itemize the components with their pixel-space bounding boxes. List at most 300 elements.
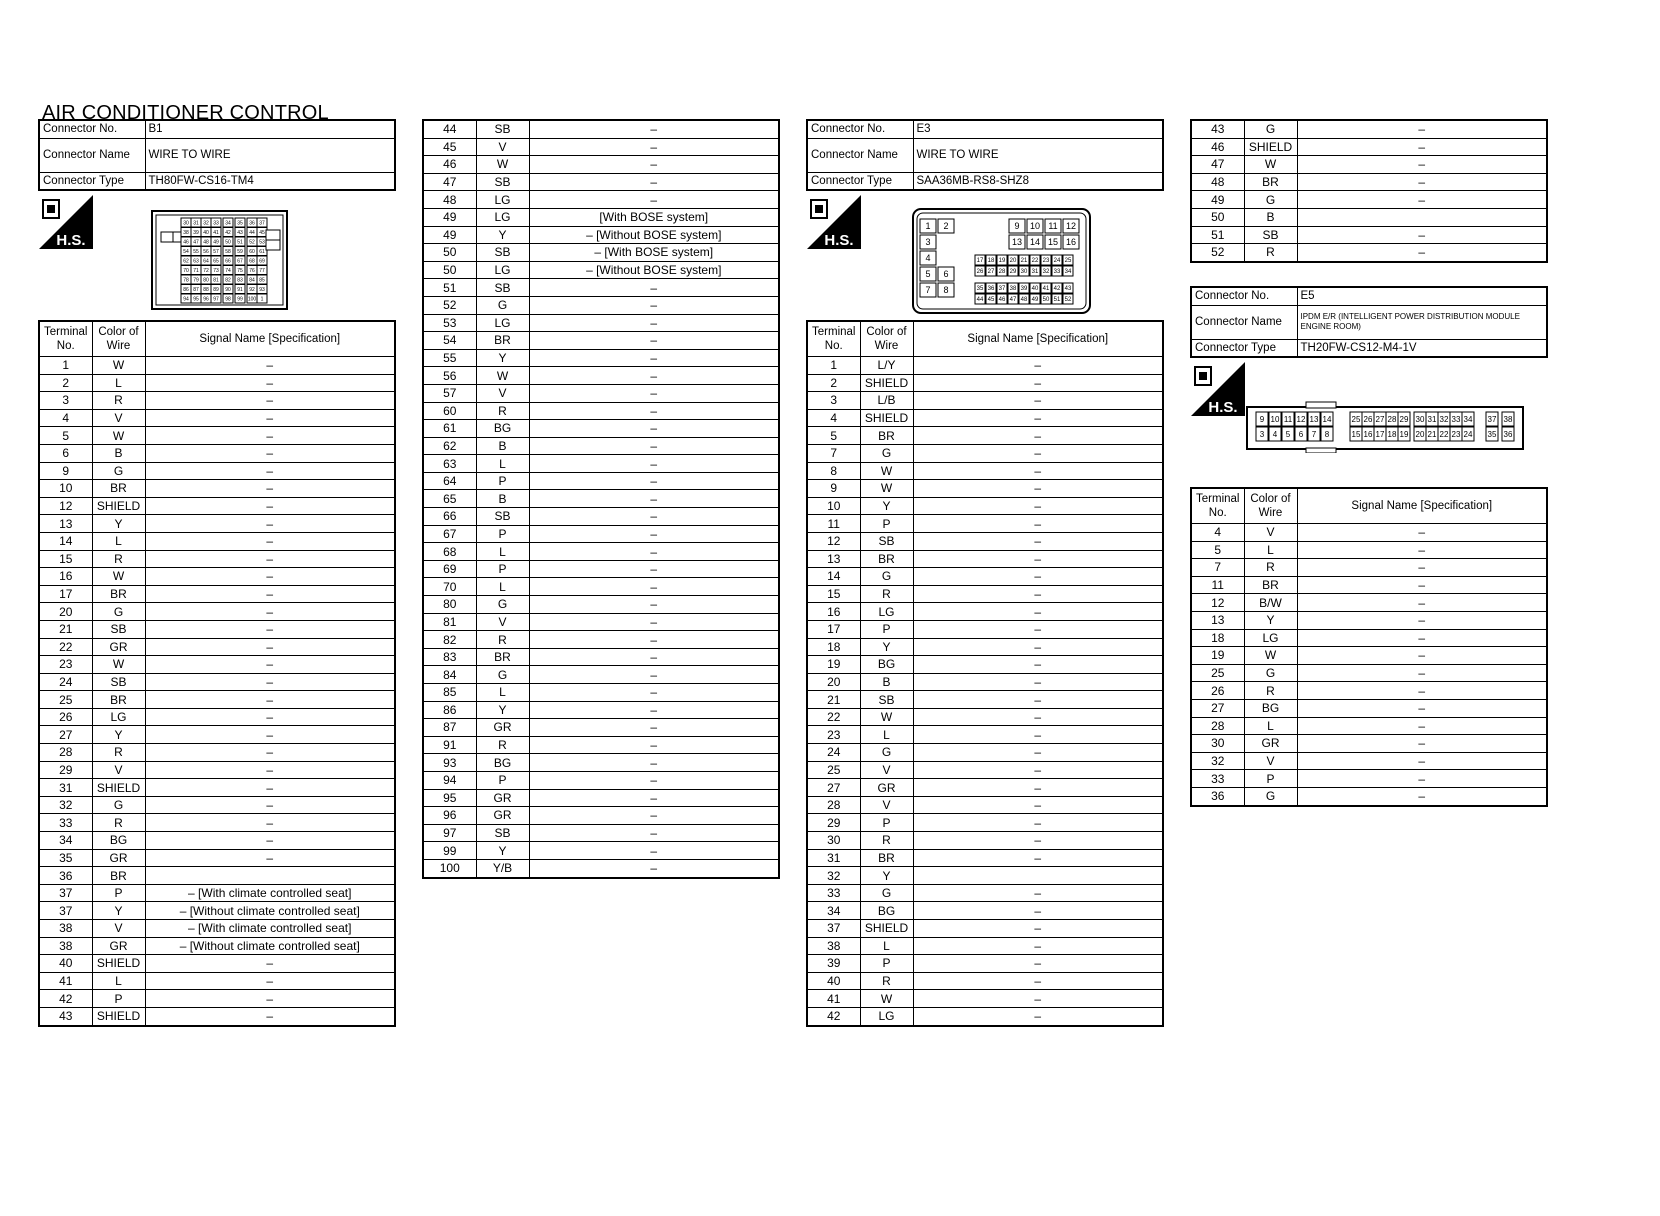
connector-pin-label: 80 [203,277,209,284]
signal-cell: – [1297,735,1547,753]
terminal-cell: 12 [39,497,92,515]
table-row [39,357,395,375]
table-row [807,884,1163,902]
connector-pin-label: 35 [237,220,243,227]
table-row [39,849,395,867]
signal-cell: – [529,719,779,737]
table-row [423,648,779,666]
connector-pin-label: 24 [1463,429,1473,439]
connector-pin-label: 38 [1009,286,1017,293]
signal-cell: – [145,427,395,445]
terminal-table-b1-cont [422,119,780,879]
terminal-cell: 50 [423,244,476,262]
signal-cell: – [145,744,395,762]
terminal-cell: 80 [423,596,476,614]
terminal-cell: 25 [1191,664,1244,682]
table-row [807,357,1163,375]
color-cell: G [860,884,913,902]
terminal-cell: 14 [39,532,92,550]
connector-pin-label: 41 [213,229,219,236]
connector-pin-label: 8 [943,285,949,296]
terminal-cell: 2 [807,374,860,392]
terminal-cell: 68 [423,543,476,561]
connector-pin-label: 52 [249,239,255,246]
terminal-cell: 97 [423,824,476,842]
connector-pin-label: 90 [225,286,231,293]
table-row [423,314,779,332]
color-cell: P [860,620,913,638]
terminal-cell: 5 [807,427,860,445]
table-row [39,620,395,638]
connector-pin-label: 2 [943,221,949,232]
color-cell: BR [860,550,913,568]
connector-pin-label: 73 [213,267,219,274]
table-row [39,796,395,814]
color-cell: G [476,666,529,684]
table-row [39,884,395,902]
color-cell: SHIELD [92,955,145,973]
connector-pin-label: 24 [1053,258,1061,265]
signal-cell: – [913,937,1163,955]
table-row [39,480,395,498]
signal-cell: – [529,771,779,789]
color-cell: LG [476,208,529,226]
signal-cell: – [529,578,779,596]
signal-cell: – [913,779,1163,797]
connector-pin-label: 50 [1042,297,1050,304]
color-cell: R [92,814,145,832]
terminal-cell: 51 [423,279,476,297]
color-cell: P [1244,770,1297,788]
table-row [39,726,395,744]
connector-pin-label: 26 [1363,414,1373,424]
signal-cell: – [1297,594,1547,612]
connector-pin-label: 89 [213,286,219,293]
signal-cell: – [913,409,1163,427]
table-row [39,744,395,762]
color-cell: L [860,937,913,955]
signal-cell: – [145,673,395,691]
table-row [807,638,1163,656]
terminal-cell: 22 [807,708,860,726]
signal-cell: – [1297,717,1547,735]
signal-cell: – [Without climate controlled seat] [145,902,395,920]
connector-pin-label: 11 [1048,221,1058,232]
table-row [423,261,779,279]
signal-cell: – [With BOSE system] [529,244,779,262]
color-cell: GR [1244,735,1297,753]
table-row [423,824,779,842]
color-cell: L [1244,717,1297,735]
connector-info-b1 [38,119,396,191]
connector-pin-label: 7 [1311,429,1317,439]
terminal-cell: 41 [39,972,92,990]
color-cell: G [92,603,145,621]
terminal-cell: 91 [423,736,476,754]
signal-cell: – [913,515,1163,533]
connector-pin-label: 18 [1387,429,1397,439]
terminal-cell: 64 [423,472,476,490]
connector-pin-label: 56 [203,248,209,255]
terminal-cell: 40 [807,972,860,990]
table-row [423,771,779,789]
table-row [39,444,395,462]
connector-pin-label: 5 [925,269,931,280]
connector-pin-label: 74 [225,267,231,274]
color-cell: SHIELD [860,920,913,938]
table-row [1191,594,1547,612]
color-cell: GR [860,779,913,797]
connector-pin-label: 53 [259,239,265,246]
terminal-cell: 24 [807,744,860,762]
connector-pin-label: 14 [1029,237,1041,248]
connector-name: WIRE TO WIRE [145,138,395,172]
terminal-cell: 31 [807,849,860,867]
color-cell: R [1244,682,1297,700]
color-cell: B [476,437,529,455]
terminal-cell: 4 [807,409,860,427]
table-row [1191,576,1547,594]
table-row [423,684,779,702]
connector-pin-label: 23 [1451,429,1461,439]
signal-cell: – [913,480,1163,498]
table-row [423,279,779,297]
page-title: AIR CONDITIONER CONTROL [42,102,329,124]
connector-pin-label: 19 [998,258,1006,265]
color-cell: G [1244,664,1297,682]
color-cell: BG [860,902,913,920]
hs-icon-e3 [807,195,861,249]
terminal-cell: 23 [807,726,860,744]
signal-cell: – [1297,770,1547,788]
terminal-cell: 87 [423,719,476,737]
terminal-cell: 61 [423,420,476,438]
signal-cell: – [145,462,395,480]
terminal-cell: 53 [423,314,476,332]
color-cell: B [860,673,913,691]
header-signal: Signal Name [Specification] [1297,488,1547,524]
connector-pin-label: 28 [1387,414,1397,424]
terminal-cell: 13 [807,550,860,568]
color-cell: Y [92,726,145,744]
connector-pin-label: 3 [1259,429,1265,439]
color-cell: BR [92,867,145,885]
connector-name: IPDM E/R (INTELLIGENT POWER DISTRIBUTION MODULE ENGINE ROOM) [1297,305,1547,339]
table-row [423,754,779,772]
connector-pin-label: 100 [247,296,257,303]
connector-pin-label: 94 [183,296,189,303]
connector-pin-label: 9 [1259,414,1265,424]
connector-pin-label: 32 [1042,269,1050,276]
terminal-table-b1 [38,320,396,1027]
table-row [39,409,395,427]
connector-pin-label: 50 [225,239,231,246]
color-cell: SB [860,691,913,709]
connector-pin-label: 20 [1415,429,1425,439]
color-cell: V [1244,752,1297,770]
color-cell: G [860,444,913,462]
connector-pin-label: 37 [1487,414,1497,424]
connector-pin-label: 32 [203,220,209,227]
connector-pin-label: 43 [1064,286,1072,293]
color-cell: SB [476,120,529,138]
terminal-cell: 38 [39,937,92,955]
connector-pin-label: 92 [249,286,255,293]
connector-pin-label: 11 [1283,414,1293,424]
color-cell: Y [476,842,529,860]
signal-cell: – [529,437,779,455]
connector-pin-label: 34 [1064,269,1072,276]
connector-pin [266,240,280,250]
signal-cell: – [145,656,395,674]
terminal-cell: 82 [423,631,476,649]
color-cell: LG [860,603,913,621]
terminal-cell: 26 [39,708,92,726]
connector-pin-label: 7 [925,285,931,296]
terminal-cell: 38 [39,920,92,938]
table-row [1191,664,1547,682]
connector-pin-label: 62 [183,258,189,265]
connector-no: B1 [145,120,395,138]
signal-cell: – [1297,611,1547,629]
connector-pin-label: 34 [225,220,231,227]
signal-cell: – [529,508,779,526]
terminal-cell: 26 [1191,682,1244,700]
table-row [423,807,779,825]
connector-type: TH80FW-CS16-TM4 [145,172,395,190]
table-row [39,779,395,797]
terminal-cell: 85 [423,684,476,702]
connector-pin-label: 40 [1031,286,1039,293]
signal-cell: – [913,902,1163,920]
connector-pin-label: 16 [1363,429,1373,439]
color-cell: R [860,972,913,990]
terminal-cell: 23 [39,656,92,674]
signal-cell: – [1297,682,1547,700]
color-cell: R [92,392,145,410]
terminal-cell: 66 [423,508,476,526]
table-row [39,867,395,885]
terminal-cell: 81 [423,613,476,631]
terminal-cell: 50 [423,261,476,279]
table-row [39,814,395,832]
signal-cell: – [1297,156,1547,174]
color-cell: B [92,444,145,462]
color-cell: GR [92,849,145,867]
color-cell: G [476,596,529,614]
terminal-cell: 17 [807,620,860,638]
connector-no: E3 [913,120,1163,138]
signal-cell: – [1297,664,1547,682]
label-connector-no: Connector No. [39,120,145,138]
connector-pin-label: 23 [1042,258,1050,265]
signal-cell: – [529,543,779,561]
table-row [1191,735,1547,753]
connector-pin-label: 47 [1009,297,1017,304]
color-cell: BR [1244,576,1297,594]
table-row [39,990,395,1008]
terminal-cell: 46 [1191,138,1244,156]
signal-cell: – [529,156,779,174]
color-cell: L [476,455,529,473]
color-cell: L [92,972,145,990]
signal-cell: – [529,420,779,438]
table-row [423,332,779,350]
label-connector-name: Connector Name [1191,305,1297,339]
color-cell: LG [476,261,529,279]
signal-cell: – [529,859,779,877]
signal-cell [913,867,1163,885]
label-connector-type: Connector Type [39,172,145,190]
color-cell: BG [476,420,529,438]
signal-cell: – [529,296,779,314]
signal-cell: – [529,824,779,842]
color-cell: Y [1244,611,1297,629]
terminal-cell: 50 [1191,208,1244,226]
color-cell: BR [860,427,913,445]
connector-pin-label: 87 [193,286,199,293]
terminal-cell: 32 [807,867,860,885]
signal-cell: – [1297,541,1547,559]
table-row [1191,699,1547,717]
connector-pin-label: 55 [193,248,199,255]
header-signal: Signal Name [Specification] [145,321,395,357]
terminal-cell: 4 [1191,524,1244,542]
table-row [423,402,779,420]
table-row [423,472,779,490]
terminal-cell: 38 [807,937,860,955]
signal-cell: – [913,603,1163,621]
signal-cell: – [1297,647,1547,665]
table-row [1191,120,1547,138]
connector-pin-label: 35 [1487,429,1497,439]
connector-pin-label: 81 [213,277,219,284]
table-row [1191,611,1547,629]
color-cell: L [1244,541,1297,559]
table-row [1191,173,1547,191]
table-row [423,173,779,191]
signal-cell: – [529,367,779,385]
connector-pin-label: 58 [225,248,231,255]
terminal-cell: 20 [39,603,92,621]
table-row [423,543,779,561]
table-row [39,920,395,938]
table-row [807,568,1163,586]
terminal-cell: 13 [1191,611,1244,629]
table-row [423,490,779,508]
table-row [423,226,779,244]
terminal-cell: 28 [807,796,860,814]
signal-cell: – [145,409,395,427]
table-row [423,789,779,807]
table-row [1191,752,1547,770]
color-cell: BR [92,480,145,498]
connector-pin-label: 25 [1064,258,1072,265]
signal-cell: – [529,842,779,860]
connector-no: E5 [1297,287,1547,305]
color-cell: V [860,796,913,814]
terminal-cell: 100 [423,859,476,877]
terminal-cell: 44 [423,120,476,138]
signal-cell: – [529,490,779,508]
table-header [39,321,395,357]
connector-pin-label: 46 [998,297,1006,304]
connector-pin-label: 51 [1053,297,1061,304]
terminal-cell: 69 [423,560,476,578]
table-row [39,902,395,920]
connector-pin-label: 30 [183,220,189,227]
signal-cell: – [529,736,779,754]
color-cell: L [476,578,529,596]
table-row [807,779,1163,797]
terminal-cell: 84 [423,666,476,684]
table-row [423,701,779,719]
table-row [39,691,395,709]
table-row [1191,787,1547,805]
signal-cell: – [913,427,1163,445]
connector-pin-label: 91 [237,286,243,293]
color-cell: BG [92,832,145,850]
color-cell: SHIELD [92,497,145,515]
terminal-cell: 11 [1191,576,1244,594]
terminal-cell: 21 [807,691,860,709]
color-cell: SB [92,620,145,638]
connector-pin-label: 83 [237,277,243,284]
terminal-cell: 5 [39,427,92,445]
table-row [39,392,395,410]
connector-pin-label: 45 [987,297,995,304]
table-row [807,550,1163,568]
signal-cell: – [1297,787,1547,805]
terminal-cell: 48 [423,191,476,209]
connector-pin-label: 27 [987,269,995,276]
table-row [807,462,1163,480]
terminal-cell: 86 [423,701,476,719]
color-cell: L [860,726,913,744]
signal-cell [145,867,395,885]
table-row [807,902,1163,920]
connector-pin-label: 72 [203,267,209,274]
table-row [1191,138,1547,156]
connector-pin-label: 6 [1298,429,1304,439]
terminal-cell: 39 [807,955,860,973]
terminal-cell: 47 [1191,156,1244,174]
table-row [807,691,1163,709]
connector-pin-label: 98 [225,296,231,303]
terminal-cell: 52 [1191,244,1244,262]
signal-cell: – [529,560,779,578]
terminal-cell: 8 [807,462,860,480]
color-cell: BR [92,585,145,603]
terminal-cell: 25 [39,691,92,709]
table-row [807,972,1163,990]
signal-cell: – [1297,629,1547,647]
connector-pin-label: 38 [1503,414,1513,424]
table-row [1191,559,1547,577]
terminal-cell: 5 [1191,541,1244,559]
connector-pin-label: 31 [193,220,199,227]
signal-cell: – [913,814,1163,832]
color-cell: W [92,357,145,375]
table-row [423,719,779,737]
connector-pin-label: 27 [1375,414,1385,424]
signal-cell: – [1297,138,1547,156]
table-row [807,990,1163,1008]
table-row [423,596,779,614]
color-cell: Y [92,515,145,533]
color-cell: Y [476,701,529,719]
connector-pin-label: 31 [1427,414,1437,424]
